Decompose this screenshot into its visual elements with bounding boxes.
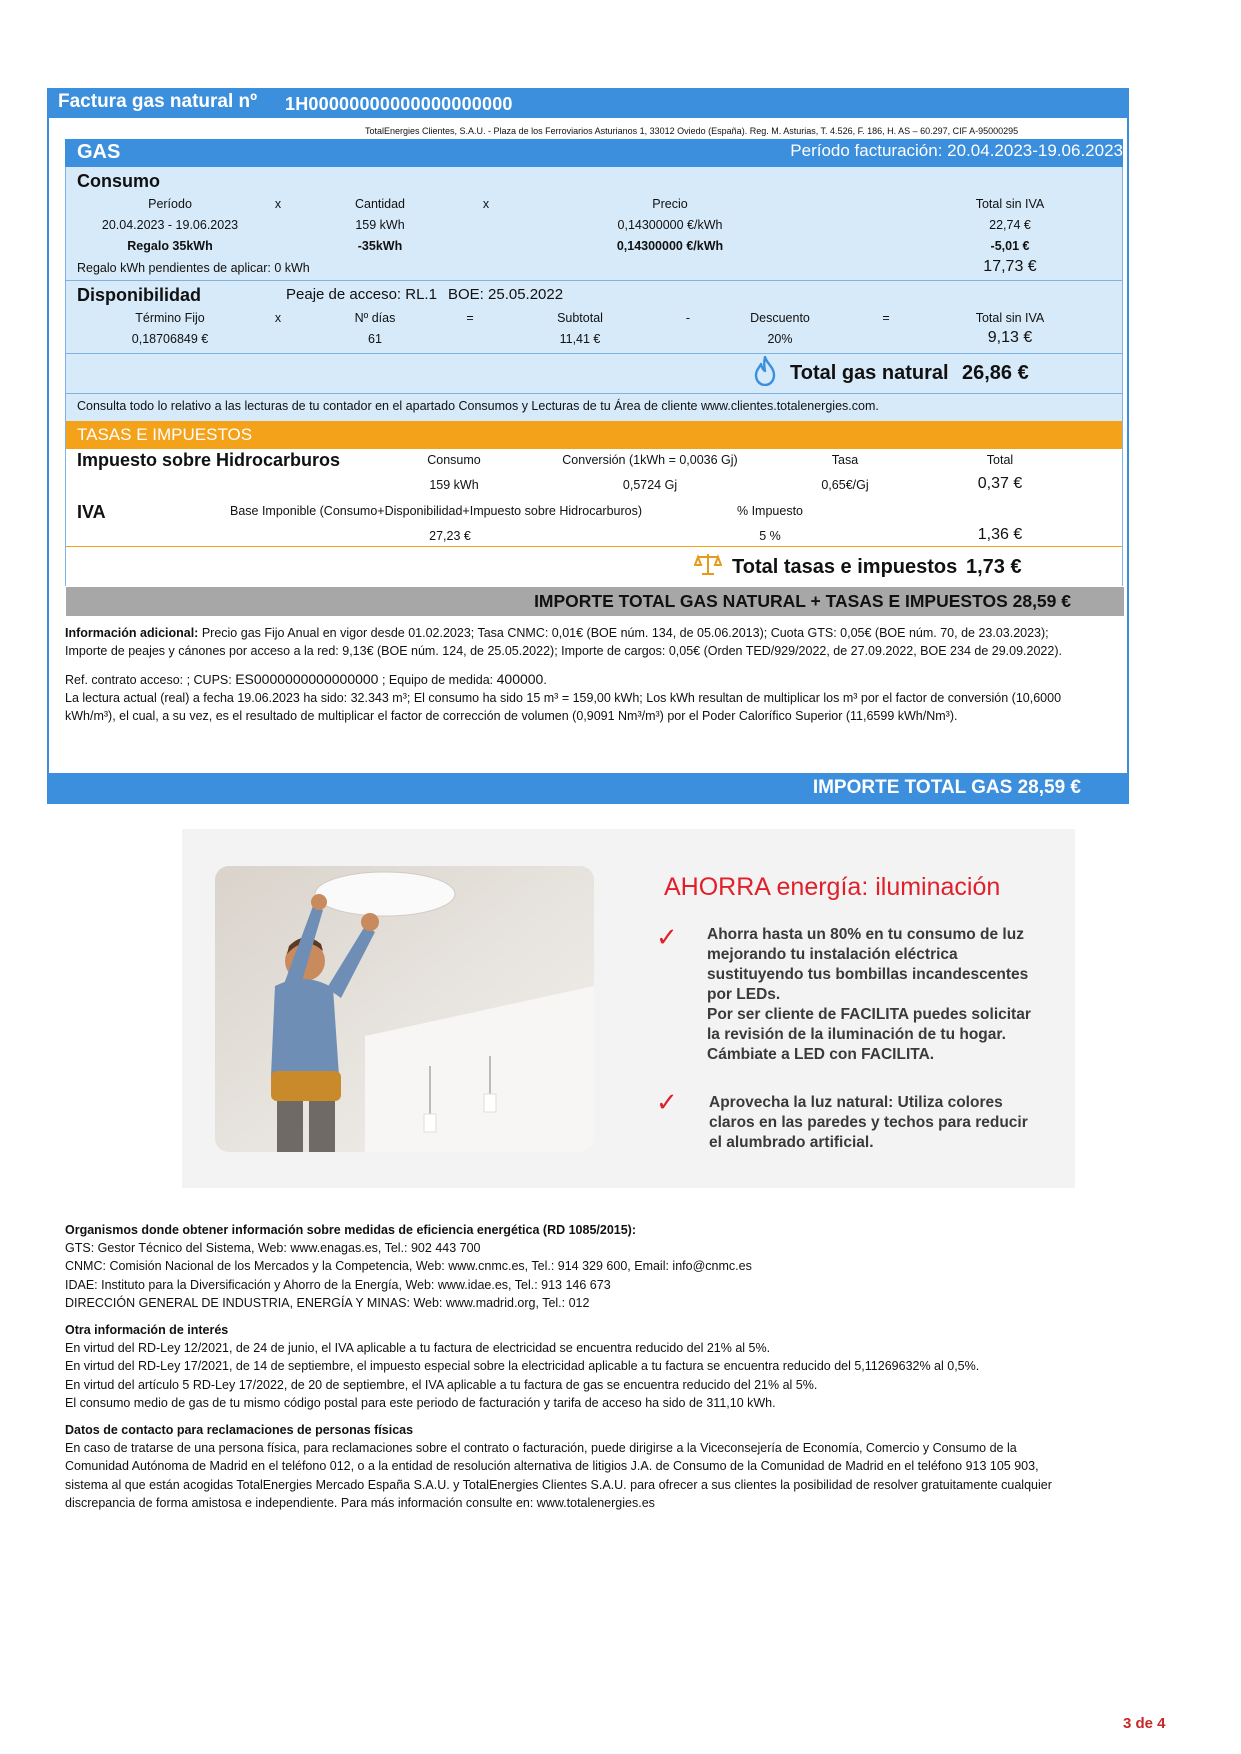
equipo-label: ; Equipo de medida: — [378, 673, 497, 687]
row-termino: 0,18706849 € — [131, 332, 209, 346]
consumo-title: Consumo — [77, 171, 160, 191]
divider — [66, 546, 1122, 547]
consumo-subtotal: 17,73 € — [983, 258, 1037, 275]
disponibilidad-title: Disponibilidad — [77, 285, 201, 305]
check-icon: ✓ — [656, 1087, 678, 1117]
contacto-line: sistema al que están acogidas TotalEnergies Mercado España S.A.U. y TotalEnergies Clientes S.A.U. para ofrecer a sus clientes la posibilidad de resolver gratuitamente cualquier — [65, 1477, 1052, 1492]
header-equals: = — [466, 311, 474, 325]
contacto-title: Datos de contacto para reclamaciones de personas físicas — [65, 1423, 414, 1437]
ref-period: . — [543, 673, 547, 687]
regalo-pendiente: Regalo kWh pendientes de aplicar: 0 kWh — [77, 261, 310, 275]
ad-line: Por ser cliente de FACILITA puedes solicitar — [707, 1006, 1031, 1023]
row-total: 22,74 € — [989, 218, 1031, 232]
ad-line: claros en las paredes y techos para reducir — [709, 1114, 1028, 1131]
row-consumo: 159 kWh — [429, 478, 479, 492]
page-number: 3 de 4 — [1123, 1715, 1166, 1732]
equipo-value: 400000 — [496, 671, 544, 687]
company-info: TotalEnergies Clientes, S.A.U. - Plaza de los Ferroviarios Asturianos 1, 33012 Oviedo (España). Reg. M. Asturias, T. 4.526, F. 186, H. AS – 60.297, CIF A-95000295 — [365, 126, 1019, 136]
footer-total-text: IMPORTE TOTAL GAS 28,59 € — [812, 777, 1081, 798]
otra-info-line: En virtud del RD-Ley 12/2021, de 24 de junio, el IVA aplicable a tu factura de electricidad se encuentra reducido del 21% al 5%. — [65, 1341, 771, 1356]
contacto-line: discrepancia de forma amistosa e independiente. Para más información consulte en: www.totalenergies.es — [65, 1495, 655, 1510]
ad-line: mejorando tu instalación eléctrica — [707, 946, 958, 963]
total-gas-value: 26,86 € — [962, 362, 1029, 384]
iva-title: IVA — [77, 502, 106, 522]
header-total: Total sin IVA — [975, 311, 1045, 325]
organismos-line: IDAE: Instituto para la Diversificación y Ahorro de la Energía, Web: www.idae.es, Tel.: 913 146 673 — [65, 1277, 611, 1292]
info-adicional-label: Información adicional: — [65, 626, 199, 640]
check-icon: ✓ — [656, 922, 678, 952]
info-adicional-line2: Importe de peajes y cánones por acceso a la red: 9,13€ (BOE núm. 124, de 25.05.2022); Importe de cargos: 0,05€ (Orden TED/929/2022, de 27.09.2022, BOE 234 de 29.09.2022). — [65, 644, 1062, 658]
importe-total-text: IMPORTE TOTAL GAS NATURAL + TASAS E IMPUESTOS 28,59 € — [534, 591, 1071, 611]
row-base: 27,23 € — [429, 529, 471, 543]
total-gas-label: Total gas natural — [790, 362, 949, 384]
row-cantidad: -35kWh — [357, 239, 403, 253]
boe-date: BOE: 25.05.2022 — [448, 286, 564, 303]
flame-icon — [752, 356, 778, 391]
header-base-imponible: Base Imponible (Consumo+Disponibilidad+Impuesto sobre Hidrocarburos) — [230, 504, 643, 518]
row-precio: 0,14300000 €/kWh — [616, 239, 724, 253]
cups-value: ES0000000000000000 — [235, 671, 379, 687]
iva-total: 1,36 € — [977, 526, 1023, 543]
ad-paragraph-1 — [707, 925, 1067, 1065]
row-dias: 61 — [368, 332, 382, 346]
header-periodo: Período — [148, 197, 192, 211]
header-pct-impuesto: % Impuesto — [736, 504, 803, 518]
ad-line: el alumbrado artificial. — [709, 1134, 874, 1151]
row-regalo: Regalo 35kWh — [127, 239, 213, 253]
header-conversion: Conversión (1kWh = 0,0036 Gj) — [562, 453, 738, 467]
ref-label: Ref. contrato acceso: ; CUPS: — [65, 673, 236, 687]
scale-icon — [694, 551, 722, 582]
header-total: Total sin IVA — [975, 197, 1045, 211]
header-termino: Término Fijo — [135, 311, 205, 325]
ad-line: Ahorra hasta un 80% en tu consumo de luz — [707, 926, 1024, 943]
ref-contrato — [65, 670, 1125, 725]
header-cantidad: Cantidad — [354, 197, 406, 211]
organismos-section — [65, 1221, 1125, 1312]
organismos-title: Organismos donde obtener información sobre medidas de eficiencia energética (RD 1085/2015): — [65, 1223, 637, 1237]
organismos-line: CNMC: Comisión Nacional de los Mercados y la Competencia, Web: www.cnmc.es, Tel.: 914 329 600, Email: info@cnmc.es — [65, 1259, 752, 1274]
row-cantidad: 159 kWh — [355, 218, 405, 232]
header-dias: Nº días — [354, 311, 396, 325]
header-equals: = — [882, 311, 890, 325]
organismos-line: GTS: Gestor Técnico del Sistema, Web: www.enagas.es, Tel.: 902 443 700 — [65, 1241, 481, 1256]
otra-info-line: En virtud del artículo 5 RD-Ley 17/2022, de 20 de septiembre, el IVA aplicable a tu factura de gas se encuentra reducido del 21% al 5%. — [65, 1377, 818, 1392]
consulta-text: Consulta todo lo relativo a las lecturas de tu contador en el apartado Consumos y Lecturas de tu Área de cliente www.clientes.totalenergies.com. — [77, 399, 879, 413]
row-tasa: 0,65€/Gj — [821, 478, 869, 492]
divider — [66, 393, 1122, 394]
row-subtotal: 11,41 € — [559, 332, 601, 346]
info-adicional — [65, 624, 1125, 660]
divider — [66, 280, 1122, 281]
row-precio: 0,14300000 €/kWh — [617, 218, 723, 232]
header-precio: Precio — [652, 197, 688, 211]
header-total: Total — [986, 453, 1014, 467]
hidro-total: 0,37 € — [977, 475, 1023, 492]
contacto-section — [65, 1421, 1125, 1512]
row-descuento: 20% — [767, 332, 793, 346]
header-minus: - — [685, 311, 691, 325]
ad-line: por LEDs. — [707, 986, 781, 1003]
info-adicional-line1: Precio gas Fijo Anual en vigor desde 01.02.2023; Tasa CNMC: 0,01€ (BOE núm. 134, de 05.06.2013); Cuota GTS: 0,05€ (BOE núm. 70, de 23.03.2023); — [198, 626, 1049, 640]
header-x: x — [274, 197, 282, 211]
ad-line: sustituyendo tus bombillas incandescentes — [707, 966, 1029, 983]
ad-line: Cámbiate a LED con FACILITA. — [707, 1046, 935, 1063]
otra-info-title: Otra información de interés — [65, 1323, 229, 1337]
ad-line: Aprovecha la luz natural: Utiliza colores — [709, 1094, 1003, 1111]
row-periodo: 20.04.2023 - 19.06.2023 — [101, 218, 239, 232]
ad-line: la revisión de la iluminación de tu hogar. — [707, 1026, 1006, 1043]
total-tasas-label: Total tasas e impuestos — [732, 556, 958, 578]
lectura-line: La lectura actual (real) a fecha 19.06.2023 ha sido: 32.343 m³; El consumo ha sido 15 m³ = 159,00 kWh; Los kWh resultan de multiplicar los m³ por el factor de conversión (10,6000 — [65, 691, 1062, 705]
ad-photo — [215, 866, 594, 1152]
otra-info-section — [65, 1321, 1125, 1412]
contacto-line: En caso de tratarse de una persona física, para reclamaciones sobre el contrato o facturación, puede dirigirse a la Viceconsejería de Economía, Comercio y Consumo de la — [65, 1441, 1017, 1456]
total-tasas-value: 1,73 € — [966, 556, 1022, 578]
gas-label: GAS — [77, 141, 121, 163]
header-descuento: Descuento — [750, 311, 810, 325]
ad-title: AHORRA energía: iluminación — [664, 873, 1001, 901]
otra-info-line: El consumo medio de gas de tu mismo código postal para este periodo de facturación y tarifa de acceso ha sido de 311,10 kWh. — [65, 1395, 776, 1410]
divider — [66, 353, 1122, 354]
header-x: x — [482, 197, 490, 211]
peaje-acceso: Peaje de acceso: RL.1 — [286, 286, 437, 303]
organismos-line: DIRECCIÓN GENERAL DE INDUSTRIA, ENERGÍA Y MINAS: Web: www.madrid.org, Tel.: 012 — [65, 1295, 590, 1310]
ad-paragraph-2 — [709, 1093, 1069, 1153]
row-pct: 5 % — [759, 529, 781, 543]
header-subtotal: Subtotal — [557, 311, 603, 325]
invoice-number: 1H00000000000000000000 — [285, 94, 513, 114]
invoice-title: Factura gas natural nº — [58, 91, 258, 112]
contacto-line: Comunidad Autónoma de Madrid en el teléfono 012, o a la entidad de resolución alternativa de litigios J.A. de Consumo de la Comunidad de Madrid en el teléfono 913 105 903, — [65, 1459, 1039, 1474]
factor-line: kWh/m³), el cual, a su vez, es el resultado de multiplicar el factor de corrección de volumen (0,9091 Nm³/m³) por el Poder Calorífico Superior (11,6599 kWh/Nm³). — [65, 709, 958, 723]
header-x: x — [274, 311, 282, 325]
disponibilidad-total: 9,13 € — [987, 329, 1033, 346]
hidrocarburos-title: Impuesto sobre Hidrocarburos — [77, 450, 341, 470]
row-total: -5,01 € — [990, 239, 1030, 253]
otra-info-line: En virtud del RD-Ley 17/2021, de 14 de septiembre, el impuesto especial sobre la electricidad aplicable a tu factura se encuentra reducido del 5,11269632% al 0,5%. — [65, 1359, 980, 1374]
header-consumo: Consumo — [427, 453, 481, 467]
row-conversion: 0,5724 Gj — [622, 478, 678, 492]
billing-period: Período facturación: 20.04.2023-19.06.2023 — [790, 141, 1123, 160]
header-tasa: Tasa — [831, 453, 859, 467]
tasas-label: TASAS E IMPUESTOS — [77, 425, 253, 444]
